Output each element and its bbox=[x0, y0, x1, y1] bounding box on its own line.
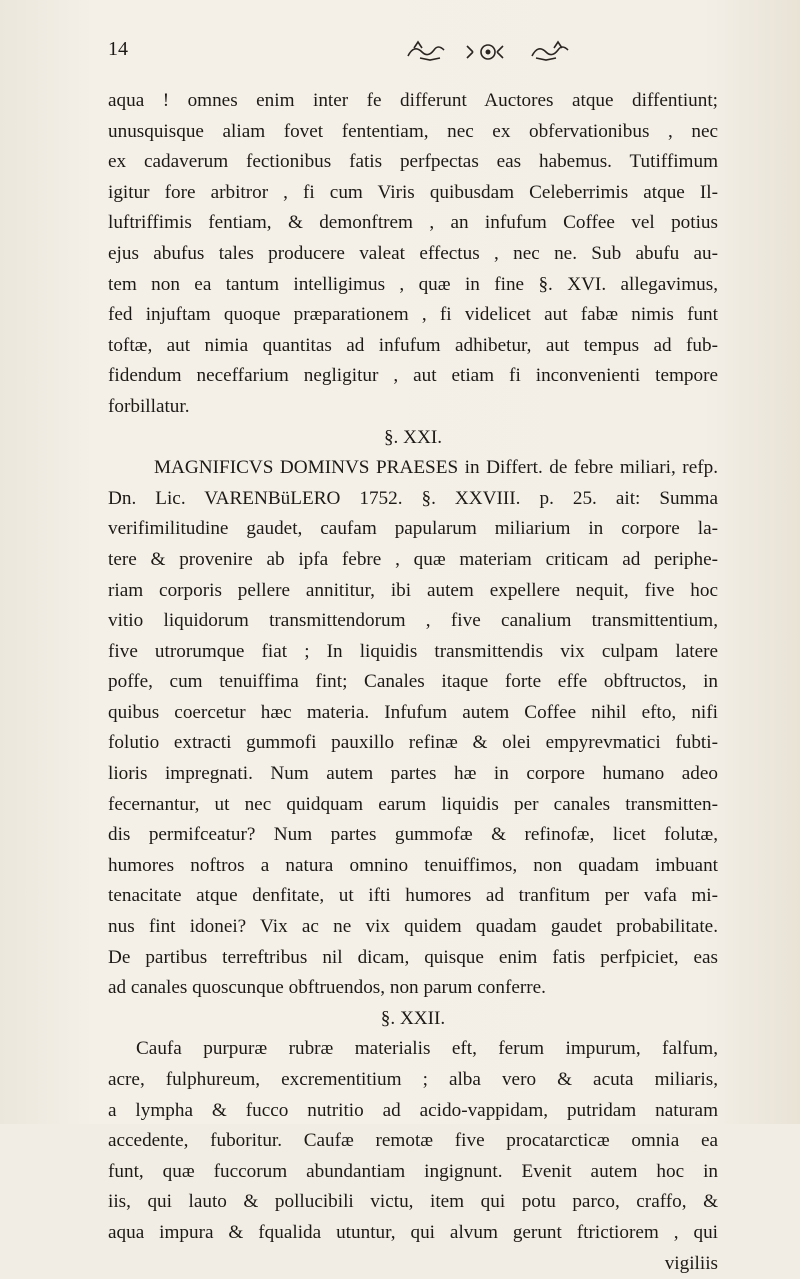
text-line: ad canales quoscunque obftruendos, non parum conferre. bbox=[108, 977, 546, 999]
text-line: nus fint idonei? Vix ac ne vix quidem quadam gaudet probabilitate. bbox=[108, 916, 718, 938]
text-line: Dn. Lic. VARENBüLERO 1752. §. XXVIII. p. 25. ait: Summa bbox=[108, 487, 718, 509]
text-line: acre, fulphureum, excrementitium ; alba vero & acuta miliaris, bbox=[108, 1069, 718, 1090]
text-line: aqua ! omnes enim inter fe differunt Auctores atque diffentiunt; bbox=[108, 90, 718, 111]
text-line: riam corporis pellere annititur, ibi autem expellere nequit, five hoc bbox=[108, 579, 718, 601]
text-line: fed injuftam quoque præparationem , fi videlicet aut fabæ nimis funt bbox=[108, 304, 718, 326]
text-line: tem non ea tantum intelligimus , quæ in fine §. XVI. allegavimus, bbox=[108, 273, 718, 295]
printers-ornament-icon bbox=[368, 38, 608, 66]
text-line: verifimilitudine gaudet, caufam papularum miliarium in corpore la- bbox=[108, 518, 718, 540]
text-line: poffe, cum tenuiffima fint; Canales itaque forte effe obftructos, in bbox=[108, 671, 718, 693]
text-line: vitio liquidorum transmittendorum , five canalium transmittentium, bbox=[108, 610, 718, 632]
text-line: lioris impregnati. Num autem partes hæ in corpore humano adeo bbox=[108, 763, 718, 785]
text-line: ejus abufus tales producere valeat effectus , nec ne. Sub abufu au- bbox=[108, 242, 718, 264]
text-line: forbillatur. bbox=[108, 395, 190, 417]
section-heading: §. XXII. bbox=[380, 1007, 446, 1029]
body-text bbox=[108, 86, 718, 1279]
section-heading: §. XXI. bbox=[383, 426, 443, 448]
page-header bbox=[108, 38, 718, 68]
text-line: fecernantur, ut nec quidquam earum liquidis per canales transmitten- bbox=[108, 793, 718, 815]
text-line: humores noftros a natura omnino tenuiffimos, non quadam imbuant bbox=[108, 854, 718, 876]
catchword: vigiliis bbox=[664, 1252, 718, 1274]
text-line: aqua impura & fqualida utuntur, qui alvum gerunt ftrictiorem , qui bbox=[108, 1221, 718, 1243]
text-line: dis permifceatur? Num partes gummofæ & refinofæ, licet folutæ, bbox=[108, 824, 718, 846]
text-line: igitur fore arbitror , fi cum Viris quibusdam Celeberrimis atque Il- bbox=[108, 181, 718, 203]
text-line: accedente, fuboritur. Caufæ remotæ five procatarcticæ omnia ea bbox=[108, 1130, 718, 1152]
text-line: five utrorumque fiat ; In liquidis transmittendis vix culpam latere bbox=[108, 640, 718, 662]
text-line: toftæ, aut nimia quantitas ad infufum adhibetur, aut tempus ad fub- bbox=[108, 334, 718, 356]
text-line: quibus coercetur hæc materia. Infufum autem Coffee nihil efto, nifi bbox=[108, 701, 718, 723]
text-line: MAGNIFICVS DOMINVS PRAESES in Differt. de febre miliari, refp. bbox=[154, 457, 718, 479]
text-line: unusquisque aliam fovet fententiam, nec ex obfervationibus , nec bbox=[108, 120, 718, 142]
text-line: a lympha & fucco nutritio ad acido-vappidam, putridam naturam bbox=[108, 1099, 718, 1121]
text-line: fidendum neceffarium negligitur , aut etiam fi inconvenienti tempore bbox=[108, 365, 718, 387]
page-number: 14 bbox=[108, 38, 128, 60]
text-line: folutio extracti gummofi pauxillo refinæ & olei empyrevmatici fubti- bbox=[108, 732, 718, 754]
text-line: tenacitate atque denfitate, ut ifti humores ad tranfitum per vafa mi- bbox=[108, 885, 718, 907]
text-line: iis, qui lauto & pollucibili victu, item qui potu parco, craffo, & bbox=[108, 1191, 718, 1213]
text-line: luftriffimis fentiam, & demonftrem , an infufum Coffee vel potius bbox=[108, 212, 718, 234]
text-line: ex cadaverum fectionibus fatis perfpectas eas habemus. Tutiffimum bbox=[108, 151, 718, 173]
text-line: funt, quæ fuccorum abundantiam ingignunt. Evenit autem hoc in bbox=[108, 1160, 718, 1182]
text-line: tere & provenire ab ipfa febre , quæ materiam criticam ad periphe- bbox=[108, 548, 718, 570]
text-line: De partibus terreftribus nil dicam, quisque enim fatis perfpiciet, eas bbox=[108, 946, 718, 968]
text-line: Caufa purpuræ rubræ materialis eft, ferum impurum, falfum, bbox=[136, 1038, 718, 1060]
